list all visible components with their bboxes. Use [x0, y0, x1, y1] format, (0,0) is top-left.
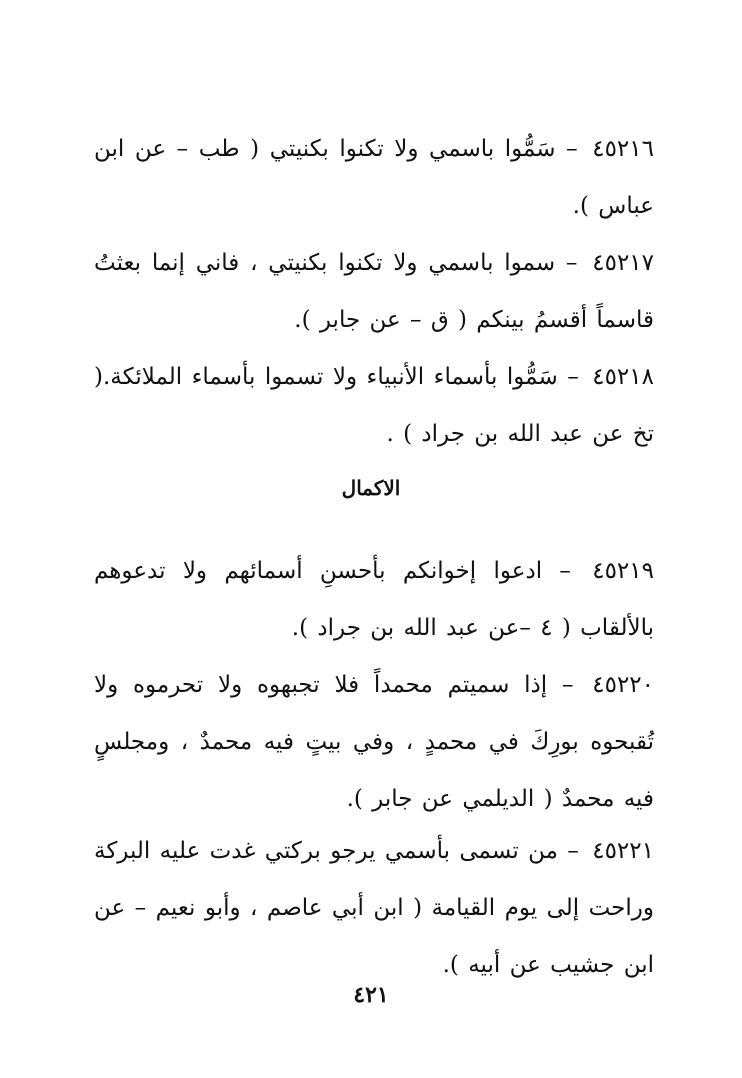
hadith-text: – سَمُّوا بأسماء الأنبياء ولا تسموا بأسماء الملائكة.( تخ عن عبد الله بن جراد ) .	[94, 364, 654, 447]
hadith-number: ٤٥٢١٨	[592, 364, 654, 390]
hadith-number: ٤٥٢١٩	[592, 558, 654, 584]
hadith-entry-45217	[94, 235, 654, 349]
hadith-number: ٤٥٢١٦	[592, 136, 654, 162]
hadith-text: – من تسمى بأسمي يرجو بركتي غدت عليه البركة وراحت إلى يوم القيامة ( ابن أبي عاصم ، وأبو نعيم – عن ابن جشيب عن أبيه ).	[94, 838, 654, 978]
section-heading: الاكمال	[341, 476, 401, 500]
hadith-text: – سَمُّوا باسمي ولا تكنوا بكنيتي ( طب – عن ابن عباس ).	[94, 136, 654, 219]
page-number: ٤٢١	[353, 982, 389, 1008]
hadith-text: – ادعوا إخوانكم بأحسنِ أسمائهم ولا تدعوهم بالألقاب ( ٤ –عن عبد الله بن جراد ).	[94, 558, 654, 641]
hadith-entry-45219	[94, 543, 654, 657]
hadith-number: ٤٥٢٢١	[592, 838, 654, 864]
hadith-entry-45220	[94, 657, 654, 828]
hadith-text: – سموا باسمي ولا تكنوا بكنيتي ، فاني إنما بعثتُ قاسماً أقسمُ بينكم ( ق – عن جابر ).	[94, 250, 654, 333]
hadith-number: ٤٥٢٢٠	[592, 672, 655, 698]
hadith-entry-45216	[94, 121, 654, 235]
hadith-text: – إذا سميتم محمداً فلا تجبهوه ولا تحرموه ولا تُقبحوه بورِكَ في محمدٍ ، وفي بيتٍ فيه محمدٌ ، ومجلسٍ فيه محمدٌ ( الديلمي عن جابر ).	[94, 672, 654, 812]
hadith-number: ٤٥٢١٧	[592, 250, 655, 276]
hadith-entry-45221	[94, 823, 654, 994]
hadith-entry-45218	[94, 349, 654, 463]
